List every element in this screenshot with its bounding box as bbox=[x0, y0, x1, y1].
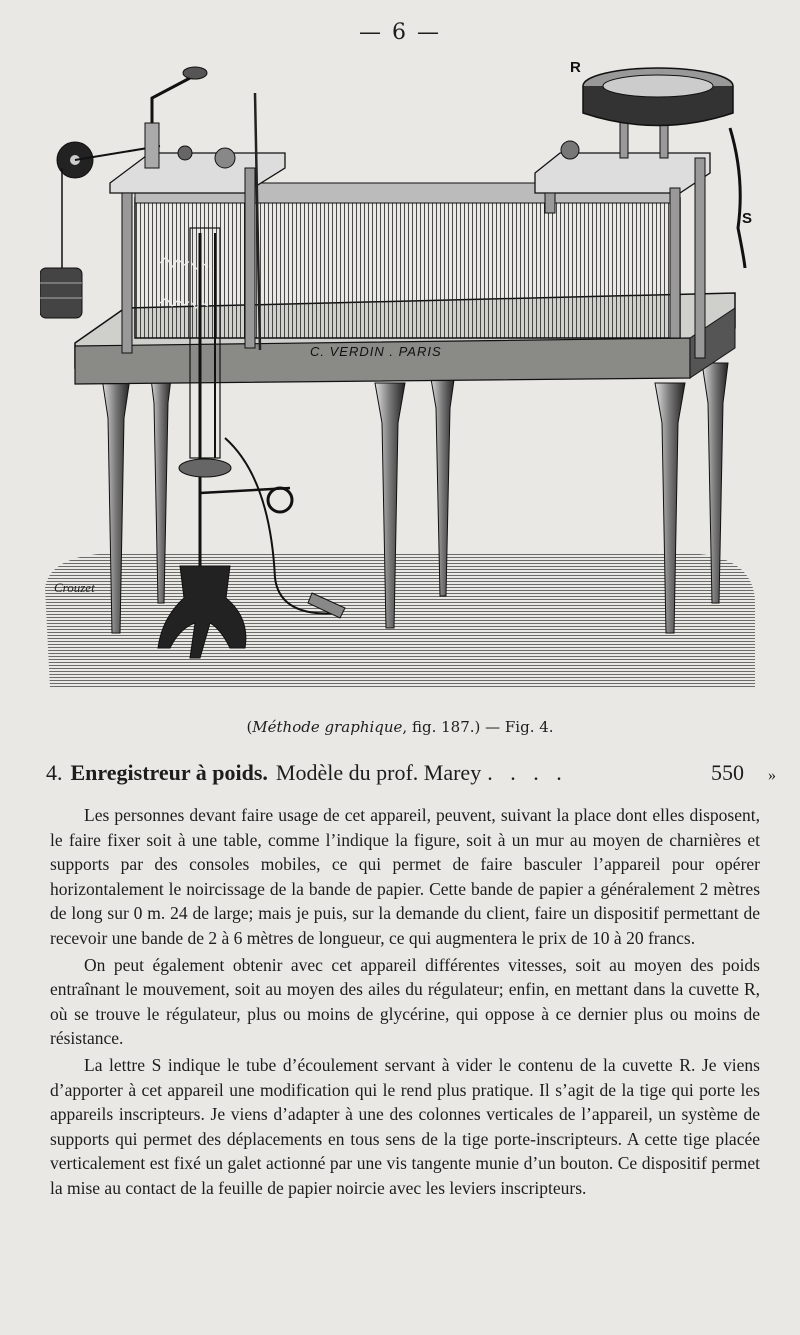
entry-model: Modèle du prof. Marey bbox=[275, 760, 482, 785]
svg-text:S: S bbox=[742, 210, 753, 227]
body-text bbox=[50, 803, 760, 1203]
svg-text:Crouzet: Crouzet bbox=[54, 580, 95, 595]
paper-band bbox=[135, 183, 680, 338]
caption-rest: , fig. 187.) — Fig. 4. bbox=[402, 718, 554, 736]
paragraph: La lettre S indique le tube d’écoulement servant à vider le contenu de la cuvette R. Je viens d’apporter à cet appareil une modification qui le rend plus pratique. Il s’agit de la tige qui porte les appareils inscripteurs. Je viens d’adapter à une des colonnes verticales de l’appareil, un système de supports qui permet des déplacements en tous sens de la tige porte-inscripteurs. A cette tige placée verticalement est fixé un galet actionné par une vis tangente munie d’un bouton. Ce dispositif permet la mise au contact de la feuille de papier noircie avec les leviers inscripteurs. bbox=[50, 1054, 760, 1198]
paragraph: On peut également obtenir avec cet appareil différentes vitesses, soit au moyen des poids entraînant le mouvement, soit au moyen des ailes du régulateur; enfin, en mettant dans la cuvette R, où se trouve le régulateur, plus ou moins de glycérine, qui oppose à ce dernier plus ou moins de résistance. bbox=[50, 954, 760, 1049]
entry-title: Enregistreur à poids. bbox=[70, 760, 268, 785]
entry-number: 4. bbox=[46, 760, 63, 785]
maker-plate bbox=[310, 344, 442, 359]
floor-shading bbox=[45, 553, 755, 688]
entry-heading bbox=[46, 760, 776, 786]
paragraph: Les personnes devant faire usage de cet appareil, peuvent, suivant la place dont elles disposent, le faire fixer soit à une table, comme l’indique la figure, soit à un mur au moyen de charnières et supports par des consoles mobiles, ce qui permet de faire basculer l’appareil pour opérer horizontalement le noircissage de la bande de papier. Cette bande de papier a généralement 2 mètres de long sur 0 m. 24 de large; mais je puis, sur la demande du client, faire un dispositif permettant de recevoir une bande de 2 à 6 mètres de longueur, ce qui augmentera le prix de 10 à 20 francs. bbox=[50, 805, 760, 948]
page-number: — 6 — bbox=[359, 20, 441, 45]
entry-end-mark: » bbox=[768, 767, 776, 784]
figure-caption: (Méthode graphique, fig. 187.) — Fig. 4. bbox=[246, 718, 554, 736]
entry-price: 550 bbox=[711, 760, 744, 785]
engraving-figure bbox=[40, 58, 760, 703]
caption-source: Méthode graphique bbox=[252, 718, 403, 736]
label-s bbox=[742, 210, 752, 227]
label-r bbox=[570, 59, 581, 76]
svg-text:C. VERDIN . PARIS: C. VERDIN . PARIS bbox=[310, 344, 442, 359]
svg-text:R: R bbox=[570, 59, 581, 76]
engraver-signature bbox=[54, 580, 95, 595]
entry-dots: . . . . bbox=[487, 760, 568, 785]
